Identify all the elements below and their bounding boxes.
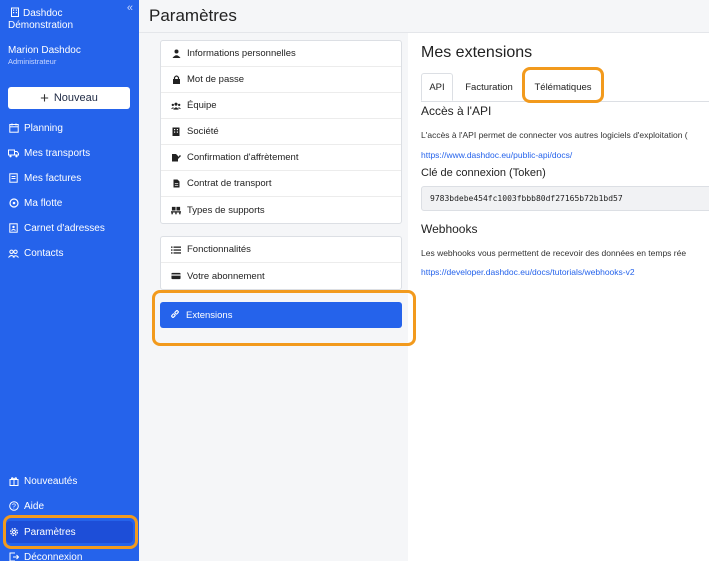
team-icon bbox=[171, 102, 181, 110]
api-description: L'accès à l'API permet de connecter vos autres logiciels d'exploitation ( bbox=[421, 130, 688, 140]
menu-item-confirmation-affretement[interactable] bbox=[161, 145, 401, 171]
webhooks-section-title: Webhooks bbox=[421, 222, 478, 236]
menu-item-label: Contrat de transport bbox=[187, 178, 272, 189]
tab-label: Facturation bbox=[465, 81, 513, 93]
building-icon bbox=[171, 127, 181, 136]
sidebar-item-aide[interactable] bbox=[6, 495, 133, 517]
menu-item-types-supports[interactable] bbox=[161, 197, 401, 223]
sidebar-item-label: Nouveautés bbox=[24, 475, 78, 487]
svg-text:?: ? bbox=[11, 503, 16, 511]
user-role: Administrateur bbox=[8, 57, 57, 66]
menu-item-label: Mot de passe bbox=[187, 74, 245, 85]
help-icon bbox=[8, 501, 19, 512]
link-icon bbox=[170, 309, 180, 322]
tab-label: API bbox=[429, 81, 445, 93]
calendar-icon bbox=[8, 123, 19, 134]
sidebar-item-label: Ma flotte bbox=[24, 197, 63, 209]
extensions-title: Mes extensions bbox=[421, 44, 533, 61]
menu-item-label: Votre abonnement bbox=[187, 270, 265, 282]
sidebar-item-mes-factures[interactable] bbox=[6, 167, 133, 189]
tab-label: Télématiques bbox=[534, 81, 592, 93]
api-docs-link[interactable]: https://www.dashdoc.eu/public-api/docs/ bbox=[421, 150, 573, 160]
company-switcher[interactable] bbox=[8, 7, 73, 31]
truck-icon bbox=[8, 148, 19, 159]
menu-item-contrat-transport[interactable] bbox=[161, 171, 401, 197]
contacts-icon bbox=[8, 248, 19, 259]
extensions-label: Extensions bbox=[186, 309, 233, 321]
menu-item-label: Informations personnelles bbox=[187, 48, 296, 59]
plus-icon: + bbox=[40, 89, 49, 107]
menu-item-label: Types de supports bbox=[187, 204, 265, 216]
sidebar-item-ma-flotte[interactable] bbox=[6, 192, 133, 214]
menu-item-label: Société bbox=[187, 126, 219, 137]
tab-telematiques[interactable] bbox=[529, 73, 597, 101]
extensions-tabs bbox=[421, 73, 709, 102]
pallet-icon bbox=[171, 206, 181, 215]
sidebar-item-label: Mes factures bbox=[24, 172, 82, 184]
address-book-icon bbox=[8, 223, 19, 234]
menu-item-equipe[interactable] bbox=[161, 93, 401, 119]
menu-item-label: Équipe bbox=[187, 100, 217, 111]
menu-item-informations-personnelles[interactable] bbox=[161, 41, 401, 67]
menu-item-label: Confirmation d'affrètement bbox=[187, 152, 299, 163]
token-label: Clé de connexion (Token) bbox=[421, 167, 546, 179]
new-button-label: Nouveau bbox=[53, 92, 98, 104]
token-value: 9783bdebe454fc1003fbbb80df27165b72b1bd57 bbox=[430, 194, 623, 203]
lock-icon bbox=[171, 75, 181, 84]
company-subtitle: Démonstration bbox=[8, 20, 74, 31]
sidebar-item-label: Paramètres bbox=[24, 526, 76, 538]
settings-menu-account bbox=[160, 40, 402, 224]
user-name: Marion Dashdoc bbox=[8, 45, 81, 56]
webhooks-description: Les webhooks vous permettent de recevoir des données en temps rée bbox=[421, 248, 687, 258]
sidebar-item-label: Planning bbox=[24, 122, 63, 134]
fleet-icon bbox=[8, 198, 19, 209]
menu-item-label: Fonctionnalités bbox=[187, 244, 251, 255]
gift-icon bbox=[8, 476, 19, 487]
company-name: Dashdoc bbox=[23, 8, 63, 19]
sidebar-item-deconnexion[interactable] bbox=[6, 546, 133, 561]
user-icon bbox=[171, 49, 181, 58]
menu-item-societe[interactable] bbox=[161, 119, 401, 145]
sidebar-item-label: Contacts bbox=[24, 247, 64, 259]
sidebar-item-mes-transports[interactable] bbox=[6, 142, 133, 164]
page-header bbox=[139, 0, 709, 33]
menu-item-extensions[interactable] bbox=[160, 302, 402, 328]
api-section-title: Accès à l'API bbox=[421, 104, 492, 118]
gear-icon bbox=[8, 527, 19, 538]
user-info bbox=[8, 45, 81, 67]
list-icon bbox=[171, 246, 181, 254]
sidebar-item-parametres[interactable] bbox=[6, 521, 133, 543]
sidebar-item-label: Mes transports bbox=[24, 147, 91, 159]
signature-icon bbox=[171, 153, 181, 162]
sidebar-item-nouveautes[interactable] bbox=[6, 470, 133, 492]
menu-item-votre-abonnement[interactable] bbox=[161, 263, 401, 289]
document-icon bbox=[171, 179, 181, 188]
sidebar-item-label: Déconnexion bbox=[24, 551, 83, 561]
tab-facturation[interactable] bbox=[457, 73, 521, 101]
new-transport-button[interactable] bbox=[8, 87, 130, 109]
page-title: Paramètres bbox=[149, 6, 237, 25]
sidebar-item-label: Aide bbox=[24, 500, 45, 512]
invoice-icon bbox=[8, 173, 19, 184]
card-icon bbox=[171, 272, 181, 280]
webhooks-docs-link[interactable]: https://developer.dashdoc.eu/docs/tutorials/webhooks-v2 bbox=[421, 267, 635, 277]
logout-icon bbox=[8, 552, 19, 561]
sidebar bbox=[0, 0, 139, 561]
menu-item-fonctionnalites[interactable] bbox=[161, 237, 401, 263]
sidebar-item-carnet-adresses[interactable] bbox=[6, 217, 133, 239]
collapse-sidebar-button[interactable]: « bbox=[126, 2, 133, 14]
tab-api[interactable] bbox=[421, 73, 453, 101]
extensions-panel bbox=[408, 33, 709, 561]
token-field[interactable] bbox=[421, 186, 709, 211]
sidebar-item-label: Carnet d'adresses bbox=[24, 222, 105, 234]
menu-item-mot-de-passe[interactable] bbox=[161, 67, 401, 93]
sidebar-item-planning[interactable] bbox=[6, 117, 133, 139]
building-icon bbox=[10, 7, 20, 20]
sidebar-item-contacts[interactable] bbox=[6, 242, 133, 264]
settings-menu-app bbox=[160, 236, 402, 290]
